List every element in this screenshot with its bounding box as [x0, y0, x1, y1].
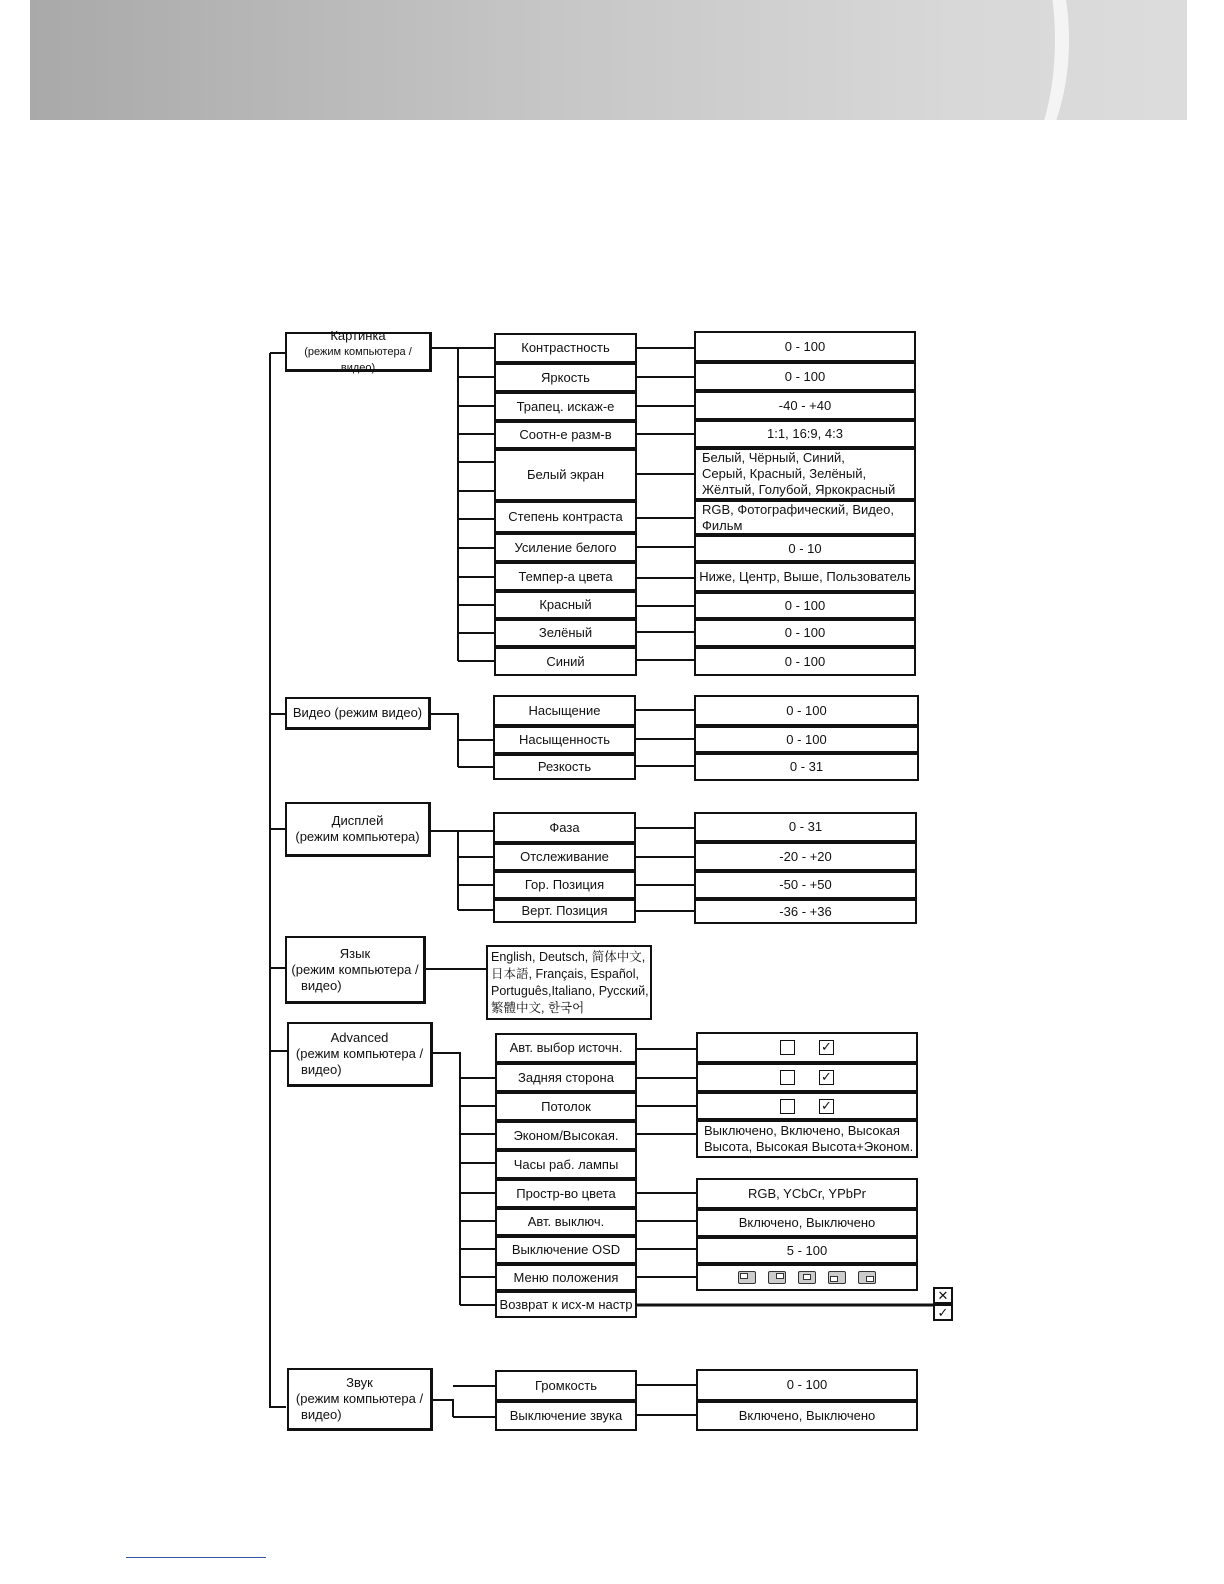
menu-item-label: Темпер-а цвета [518, 568, 613, 584]
menu-item-mute[interactable] [495, 1401, 637, 1431]
menu-item-label: Насыщенность [518, 732, 611, 747]
menu-item-green[interactable] [494, 619, 637, 647]
value-eco-high [696, 1120, 918, 1158]
value-keystone [694, 391, 916, 420]
check-mark: ✓ [821, 1097, 832, 1113]
menu-item-label: Фаза [549, 819, 580, 835]
menu-item-label: Авт. выключ. [527, 1214, 605, 1229]
value-white-boost [694, 535, 916, 562]
value-green [694, 619, 916, 647]
value-blue [694, 647, 916, 676]
category-language-title: Язык [339, 945, 371, 961]
menu-item-label: Отслеживание [520, 849, 609, 864]
category-sound-mode2: видео) [301, 1407, 342, 1422]
category-advanced-title: Advanced [330, 1030, 389, 1045]
menu-item-label: Простр-во цвета [516, 1185, 616, 1201]
menu-item-label: Резкость [537, 759, 592, 774]
menu-item-osd-off[interactable] [495, 1236, 637, 1264]
value-auto-off [696, 1209, 918, 1237]
menu-item-contrast[interactable] [494, 333, 637, 363]
category-display-title: Дисплей [331, 813, 384, 828]
menu-item-label: Трапец. искаж-е [516, 398, 615, 414]
value-line: RGB, Фотографический, Видео, [702, 501, 894, 517]
reset-check-glyph: ✓ [937, 1305, 949, 1320]
value-rear [696, 1063, 918, 1092]
value-color-space [696, 1178, 918, 1209]
check-mark: ✓ [821, 1069, 832, 1084]
value-text: 0 - 31 [789, 759, 824, 774]
category-sound-title: Звук [346, 1375, 373, 1390]
value-text: 5 - 100 [786, 1242, 828, 1258]
menu-item-menu-position[interactable] [495, 1264, 637, 1291]
menu-item-brightness[interactable] [494, 363, 637, 392]
position-bottom-right-icon[interactable] [858, 1271, 876, 1284]
menu-item-color-space[interactable] [495, 1179, 637, 1208]
position-center-icon[interactable] [798, 1271, 816, 1284]
menu-item-lamp-hours[interactable] [495, 1150, 637, 1179]
menu-item-label: Задняя сторона [518, 1069, 614, 1085]
menu-item-rear[interactable] [495, 1063, 637, 1092]
menu-item-label: Синий [546, 653, 585, 669]
menu-item-label: Яркость [541, 369, 590, 385]
menu-item-label: Красный [539, 597, 592, 612]
reset-confirm-icon[interactable] [933, 1304, 953, 1321]
menu-item-keystone[interactable] [494, 392, 637, 421]
position-bottom-left-icon[interactable] [828, 1271, 846, 1284]
menu-item-contrast-degree[interactable] [494, 501, 637, 533]
checkbox-on-icon[interactable] [819, 1070, 834, 1085]
category-display-mode: (режим компьютера) [295, 829, 420, 844]
category-video[interactable] [285, 697, 431, 730]
value-volume [696, 1369, 918, 1401]
value-mute [696, 1401, 918, 1431]
category-advanced[interactable] [287, 1022, 433, 1087]
menu-item-h-position[interactable] [493, 871, 636, 899]
footer-rule [126, 1557, 266, 1558]
language-line: 日本語, Français, Español, [491, 967, 639, 981]
value-phase [694, 812, 917, 842]
menu-item-label: Насыщение [528, 702, 601, 718]
value-text: 0 - 10 [788, 540, 822, 556]
value-contrast [694, 331, 916, 362]
menu-item-label: Эконом/Высокая. [513, 1127, 619, 1143]
menu-item-color-temp[interactable] [494, 562, 637, 591]
checkbox-off-icon[interactable] [780, 1040, 795, 1055]
menu-item-label: Зелёный [538, 625, 593, 640]
checkbox-on-icon[interactable] [819, 1040, 834, 1055]
value-line: Белый, Чёрный, Синий, [702, 450, 845, 465]
category-sound[interactable] [287, 1368, 433, 1431]
value-auto-source [696, 1032, 918, 1063]
trunk-line [270, 353, 286, 1407]
menu-item-white-boost[interactable] [494, 533, 637, 562]
category-picture-title: Картинка [330, 327, 386, 343]
value-line: Серый, Красный, Зелёный, [702, 466, 867, 481]
menu-item-phase[interactable] [493, 812, 636, 843]
value-text: -50 - +50 [779, 877, 832, 892]
category-sound-mode: (режим компьютера / [295, 1391, 424, 1406]
menu-item-label: Белый экран [526, 467, 605, 482]
menu-item-label: Контрастность [521, 340, 610, 355]
value-ceiling [696, 1092, 918, 1120]
menu-item-volume[interactable] [495, 1370, 637, 1401]
value-text: 0 - 31 [788, 819, 823, 834]
value-text: 0 - 100 [784, 625, 826, 640]
menu-item-aspect-ratio[interactable] [494, 421, 637, 449]
reset-x-glyph: ✕ [937, 1288, 949, 1303]
value-osd-off [696, 1237, 918, 1264]
value-text: 0 - 100 [786, 702, 827, 718]
menu-item-factory-reset[interactable] [495, 1291, 637, 1318]
value-color-temp [694, 562, 916, 592]
value-h-position [694, 871, 917, 899]
menu-item-auto-source[interactable] [495, 1033, 637, 1063]
value-text: -40 - +40 [778, 397, 832, 413]
menu-item-label: Выключение звука [509, 1408, 623, 1423]
value-text: RGB, YCbCr, YPbPr [747, 1185, 866, 1201]
menu-item-label: Потолок [541, 1098, 591, 1114]
menu-item-tint[interactable] [493, 726, 636, 754]
menu-item-label: Усиление белого [514, 539, 617, 555]
menu-item-label: Выключение OSD [511, 1242, 621, 1257]
category-picture-mode: (режим компьютера / видео) [304, 345, 412, 374]
menu-item-label: Часы раб. лампы [513, 1156, 619, 1172]
value-line: Жёлтый, Голубой, Яркокрасный [702, 482, 896, 497]
position-top-left-icon[interactable] [738, 1271, 756, 1284]
menu-item-eco-high[interactable] [495, 1121, 637, 1150]
value-brightness [694, 362, 916, 391]
menu-item-label: Верт. Позиция [521, 903, 608, 918]
menu-item-label: Соотн-е разм-в [519, 427, 612, 442]
value-text: -36 - +36 [779, 903, 832, 919]
value-tracking [694, 842, 917, 871]
menu-item-auto-off[interactable] [495, 1208, 637, 1236]
menu-item-label: Возврат к исх-м настр [499, 1296, 633, 1312]
language-line: English, Deutsch, 简体中文, [491, 950, 646, 964]
category-picture[interactable] [285, 327, 432, 374]
value-tint [694, 726, 919, 753]
category-video-title: Видео (режим видео) [292, 705, 423, 720]
value-text: 0 - 100 [786, 731, 827, 747]
menu-item-tracking[interactable] [493, 843, 636, 871]
checkbox-off-icon[interactable] [780, 1099, 795, 1114]
menu-item-ceiling[interactable] [495, 1092, 637, 1121]
value-text: 0 - 100 [784, 368, 826, 384]
value-text: 0 - 100 [786, 1377, 828, 1392]
value-v-position [694, 899, 917, 924]
category-language-mode2: видео) [301, 977, 342, 993]
language-line: Português,Italiano, Русский, [491, 984, 649, 998]
value-red [694, 592, 916, 619]
category-advanced-mode2: видео) [301, 1062, 342, 1077]
menu-item-v-position[interactable] [493, 899, 636, 923]
checkbox-off-icon[interactable] [780, 1070, 795, 1085]
reset-cancel-icon[interactable] [933, 1287, 953, 1304]
value-text: Ниже, Центр, Выше, Пользователь [699, 569, 911, 584]
menu-item-red[interactable] [494, 591, 637, 619]
value-sharpness [694, 753, 919, 781]
value-line: Высота, Высокая Высота+Эконом. [704, 1139, 914, 1154]
value-text: 0 - 100 [784, 338, 826, 354]
value-text: 1:1, 16:9, 4:3 [767, 426, 843, 441]
menu-item-label: Степень контраста [508, 509, 623, 524]
menu-item-white-screen[interactable] [494, 449, 637, 501]
menu-item-sharpness[interactable] [493, 754, 636, 780]
menu-item-saturation[interactable] [493, 695, 636, 726]
value-line: Фильм [702, 517, 743, 533]
value-text: -20 - +20 [779, 848, 832, 864]
value-saturation [694, 695, 919, 726]
check-mark: ✓ [821, 1039, 832, 1054]
menu-item-label: Меню положения [513, 1269, 619, 1285]
value-line: Выключено, Включено, Высокая [704, 1123, 900, 1138]
category-language-mode: (режим компьютера / [291, 961, 419, 977]
value-contrast-degree [694, 500, 916, 535]
language-options [486, 945, 652, 1020]
menu-item-label: Авт. выбор источн. [509, 1040, 623, 1055]
value-text: 0 - 100 [784, 653, 826, 669]
category-language[interactable] [285, 936, 426, 1004]
value-aspect-ratio [694, 420, 916, 448]
category-advanced-mode: (режим компьютера / [295, 1046, 424, 1061]
language-line: 繁體中文, 한국어 [491, 1001, 585, 1015]
category-display[interactable] [285, 802, 431, 857]
value-text: Включено, Выключено [738, 1215, 876, 1230]
checkbox-on-icon[interactable] [819, 1099, 834, 1114]
value-menu-position [696, 1264, 918, 1291]
position-top-right-icon[interactable] [768, 1271, 786, 1284]
value-text: Включено, Выключено [738, 1408, 876, 1423]
menu-item-label: Гор. Позиция [524, 877, 605, 892]
menu-item-blue[interactable] [494, 647, 637, 676]
value-text: 0 - 100 [784, 597, 826, 613]
menu-item-label: Громкость [535, 1377, 597, 1393]
value-white-screen [694, 448, 916, 500]
